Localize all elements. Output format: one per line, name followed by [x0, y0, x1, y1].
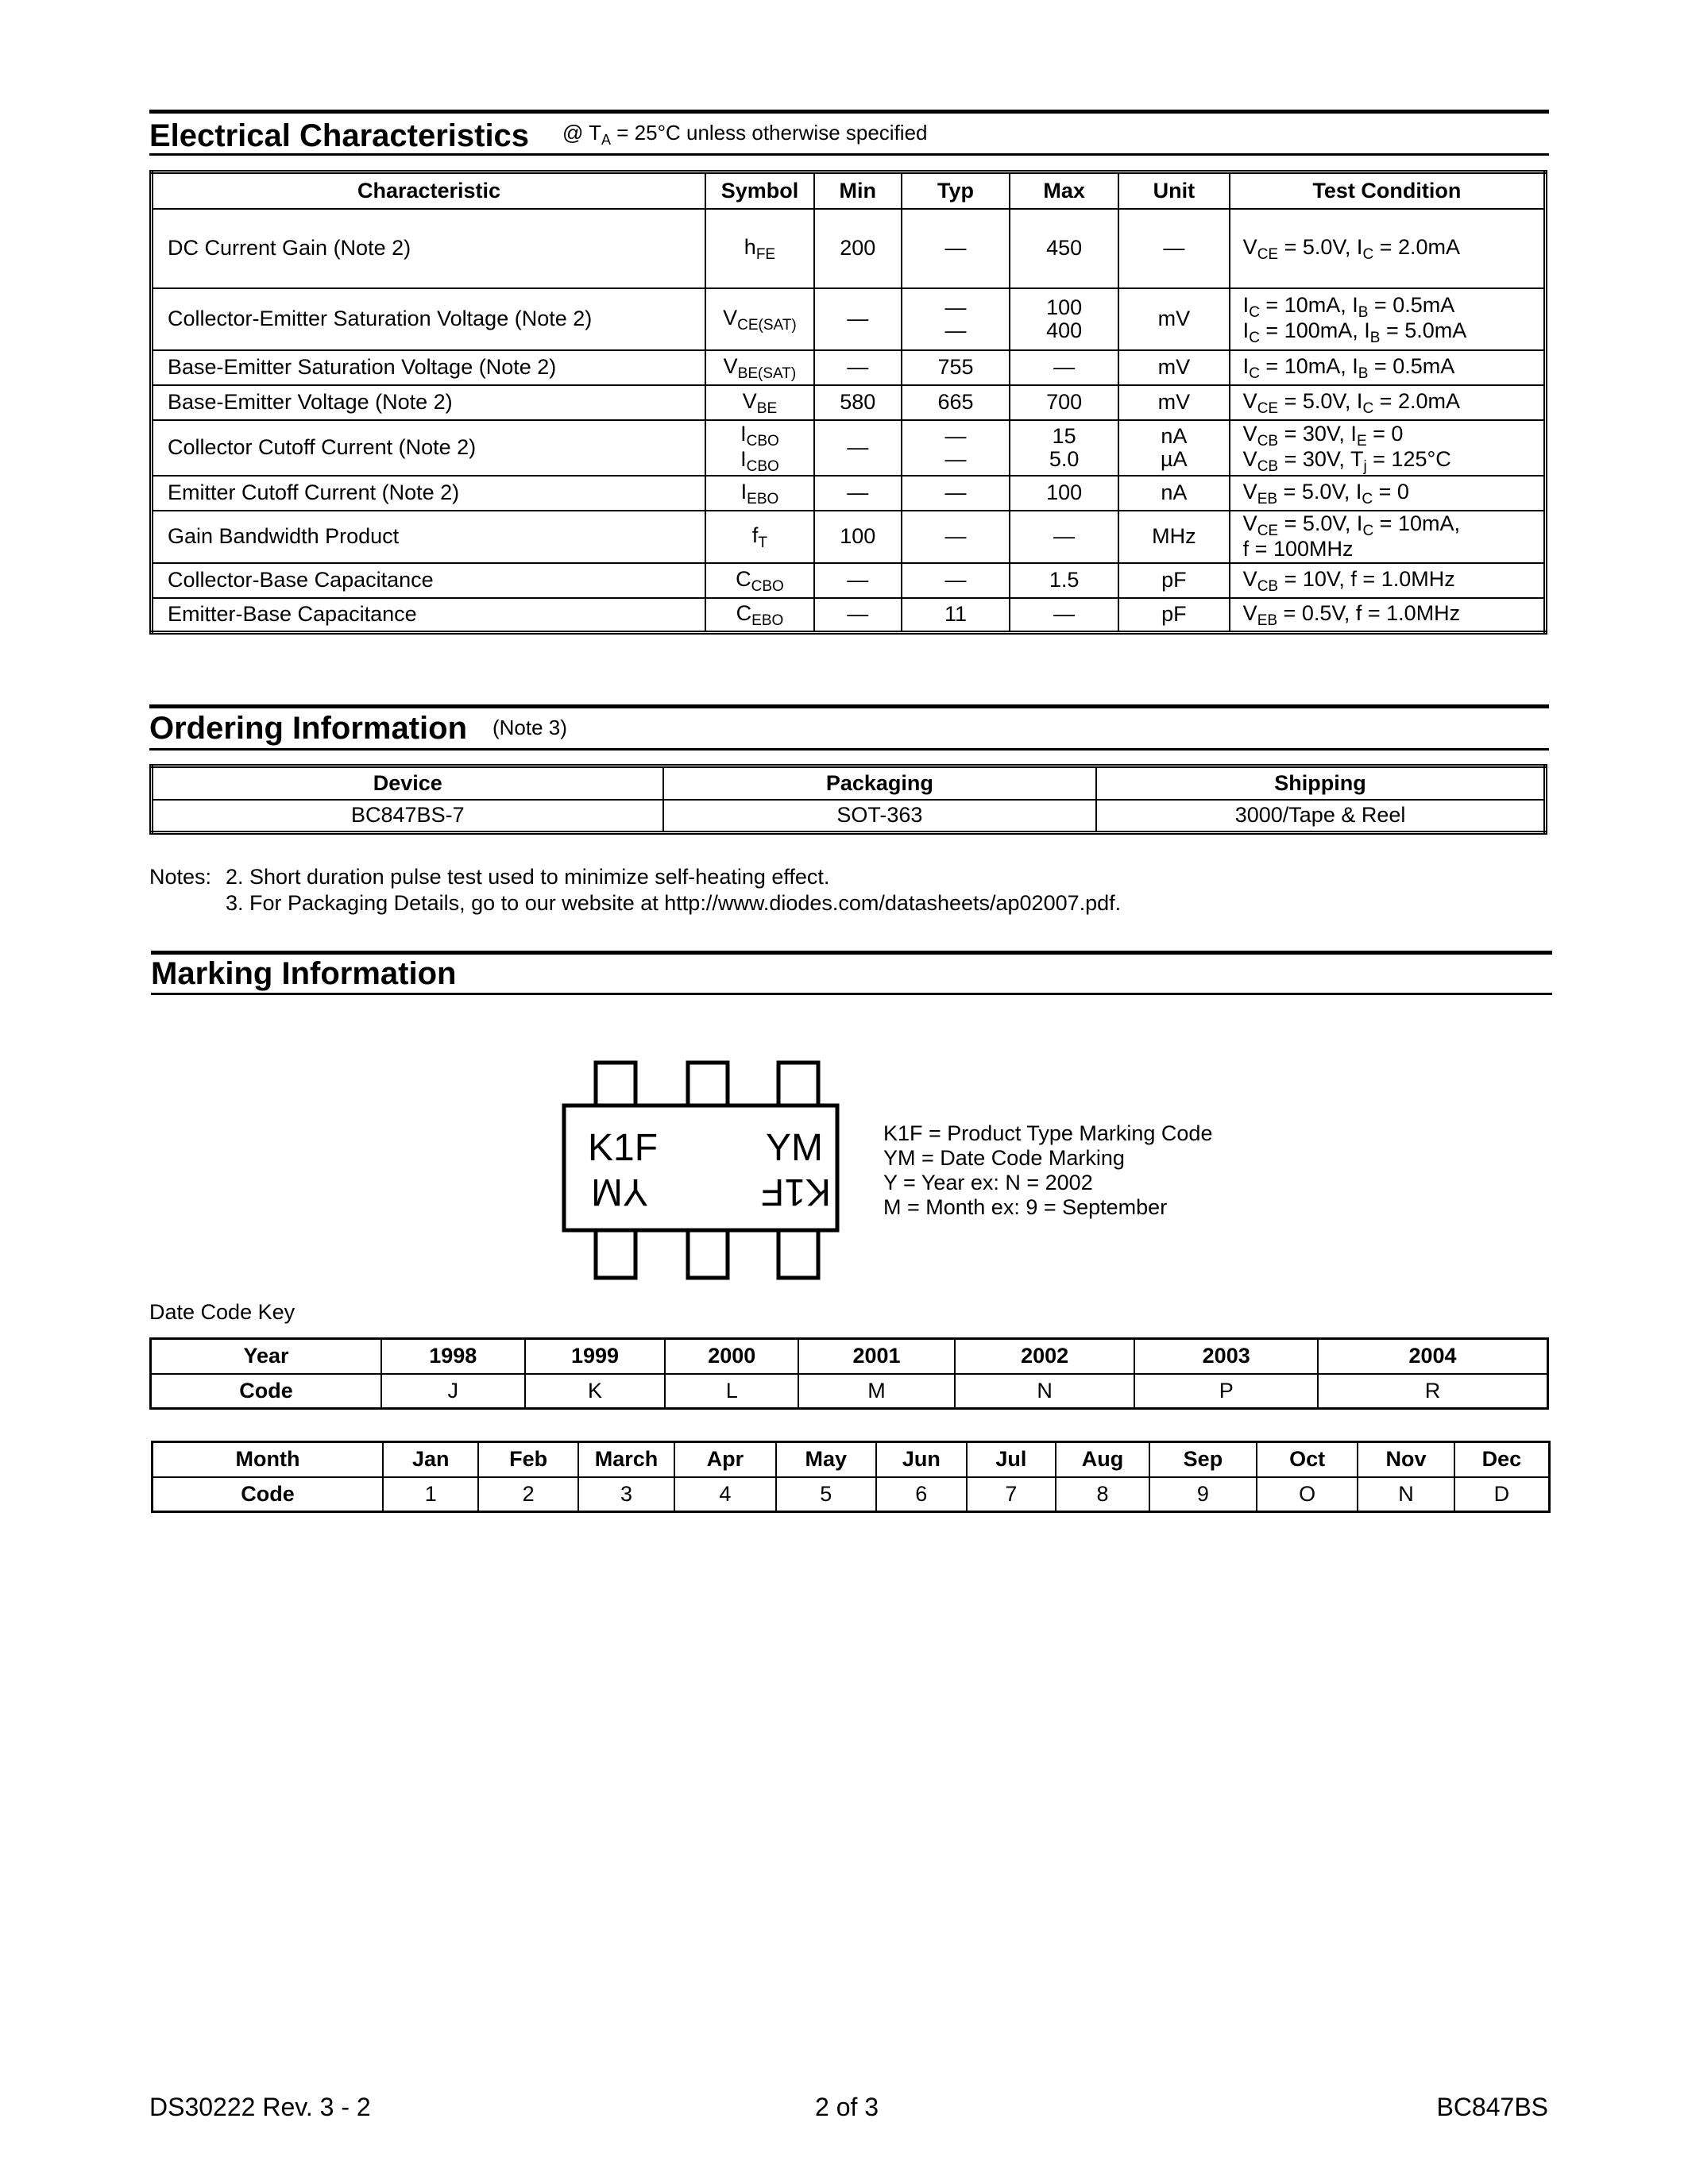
- test-condition: [1230, 511, 1546, 563]
- electrical-condition: @ $T_A = 25^\circ C$ unless otherwise specified: [562, 121, 928, 149]
- package-pin: [596, 1230, 635, 1278]
- min-value: —: [814, 598, 902, 633]
- ordering-device: BC847BS-7: [152, 800, 663, 833]
- test-condition: [1230, 385, 1546, 420]
- typ-value: —: [902, 209, 1010, 288]
- marking-bottom-left: YM: [591, 1171, 648, 1213]
- marking-section-header: [151, 951, 1552, 995]
- year-code-cell: P: [1134, 1374, 1318, 1409]
- unit: mV: [1118, 385, 1230, 420]
- test-condition-line: $I_C = 10mA$, $I_B = 0.5mA$: [1242, 292, 1455, 321]
- month-code-cell: 9: [1149, 1477, 1257, 1512]
- symbol: $I_{EBO}$: [740, 479, 779, 507]
- max-value: —: [1010, 511, 1118, 563]
- month-cell: Aug: [1056, 1442, 1149, 1477]
- test-condition-line: $V_{CB} = 10V$, f = 1.0MHz: [1242, 566, 1455, 595]
- max-value: 1.5: [1010, 563, 1118, 598]
- package-pin: [778, 1063, 818, 1106]
- symbol: $C_{EBO}$: [736, 600, 784, 629]
- year-cell: 1999: [525, 1339, 666, 1374]
- column-header: Characteristic: [152, 172, 706, 209]
- month-code-cell: 2: [478, 1477, 577, 1512]
- ordering-table: [149, 764, 1547, 835]
- table-row: [152, 476, 1546, 511]
- month-code-label: Code: [153, 1477, 384, 1512]
- characteristic: Base-Emitter Voltage (Note 2): [152, 385, 706, 420]
- min-value: —: [814, 476, 902, 511]
- ordering-note: (Note 3): [492, 716, 567, 739]
- month-cell: Jan: [383, 1442, 478, 1477]
- symbol-cell: [705, 420, 814, 476]
- min-value: 100: [814, 511, 902, 563]
- footer-part-number: BC847BS: [1436, 2093, 1548, 2121]
- min-value: 200: [814, 209, 902, 288]
- month-code-cell: D: [1454, 1477, 1550, 1512]
- month-code-cell: 8: [1056, 1477, 1149, 1512]
- characteristic: Collector Cutoff Current (Note 2): [152, 420, 706, 476]
- typ-value: —: [902, 511, 1010, 563]
- note-3: [149, 890, 1121, 916]
- ordering-title: Ordering Information: [149, 711, 467, 746]
- typ-value: —: [902, 563, 1010, 598]
- month-code-cell: 3: [578, 1477, 674, 1512]
- ordering-header-device: Device: [152, 766, 663, 800]
- footer-doc-number: DS30222 Rev. 3 - 2: [149, 2093, 371, 2121]
- month-cell: Nov: [1358, 1442, 1454, 1477]
- max-value: 15 5.0: [1010, 420, 1118, 476]
- table-row: [152, 209, 1546, 288]
- column-header: Max: [1010, 172, 1118, 209]
- test-condition: [1230, 476, 1546, 511]
- package-pin: [688, 1063, 728, 1106]
- symbol: $h_{FE}$: [744, 234, 776, 263]
- typ-value: 665: [902, 385, 1010, 420]
- year-code-label: Code: [151, 1374, 381, 1409]
- characteristic: Emitter-Base Capacitance: [152, 598, 706, 633]
- typ-value: — —: [902, 420, 1010, 476]
- month-code-cell: 1: [383, 1477, 478, 1512]
- unit: mV: [1118, 288, 1230, 350]
- date-code-key-label: Date Code Key: [149, 1300, 295, 1324]
- min-value: 580: [814, 385, 902, 420]
- unit: nA: [1118, 476, 1230, 511]
- year-cell: 2002: [955, 1339, 1135, 1374]
- year-cell: 1998: [381, 1339, 525, 1374]
- legend-line: K1F = Product Type Marking Code: [883, 1121, 1213, 1145]
- month-code-cell: 4: [674, 1477, 775, 1512]
- month-cell: Apr: [674, 1442, 775, 1477]
- month-cell: Jul: [967, 1442, 1056, 1477]
- month-cell: May: [776, 1442, 876, 1477]
- min-value: —: [814, 563, 902, 598]
- year-code-cell: K: [525, 1374, 666, 1409]
- ordering-header-shipping: Shipping: [1096, 766, 1545, 800]
- month-cell: Dec: [1454, 1442, 1550, 1477]
- month-cell: Sep: [1149, 1442, 1257, 1477]
- characteristic: Collector-Emitter Saturation Voltage (Note 2): [152, 288, 706, 350]
- symbol-cell: [705, 563, 814, 598]
- marking-title: Marking Information: [151, 956, 457, 991]
- month-code-cell: 7: [967, 1477, 1056, 1512]
- marking-top-right: YM: [766, 1127, 823, 1169]
- table-row: [152, 420, 1546, 476]
- legend-line: Y = Year ex: N = 2002: [883, 1171, 1093, 1194]
- legend-line: YM = Date Code Marking: [883, 1146, 1125, 1170]
- symbol: $V_{BE}$: [742, 388, 778, 417]
- symbol-cell: [705, 209, 814, 288]
- test-condition: [1230, 420, 1546, 476]
- column-header: Test Condition: [1230, 172, 1546, 209]
- characteristic: Base-Emitter Saturation Voltage (Note 2): [152, 350, 706, 385]
- column-header: Typ: [902, 172, 1010, 209]
- test-condition: [1230, 350, 1546, 385]
- year-code-table: [149, 1337, 1549, 1410]
- test-condition-line: $I_C = 100mA$, $I_B = 5.0mA$: [1242, 318, 1467, 346]
- symbol-cell: [705, 350, 814, 385]
- table-row: [152, 511, 1546, 563]
- note-2-text: 2. Short duration pulse test used to minimize self-heating effect.: [226, 865, 830, 889]
- month-cell: March: [578, 1442, 674, 1477]
- symbol: $V_{CE(SAT)}$: [723, 305, 797, 334]
- test-condition-line: $V_{CE} = 5.0V$, $I_C = 10mA$,: [1242, 511, 1460, 539]
- min-value: —: [814, 420, 902, 476]
- marking-legend: [883, 1121, 1212, 1220]
- electrical-characteristics-table: [149, 170, 1547, 635]
- test-condition: [1230, 209, 1546, 288]
- test-condition-line: $V_{EB} = 0.5V$, f = 1.0MHz: [1242, 600, 1461, 629]
- test-condition-line: $V_{CB} = 30V$, $T_j = 125^\circ C$: [1242, 446, 1451, 475]
- symbol: $f_T$: [751, 523, 768, 551]
- notes-label: Notes:: [149, 865, 212, 889]
- symbol-cell: [705, 385, 814, 420]
- test-condition: [1230, 288, 1546, 350]
- year-header-label: Year: [151, 1339, 381, 1374]
- month-code-cell: 6: [876, 1477, 967, 1512]
- sot363-package-drawing: [556, 1060, 842, 1295]
- table-row: [152, 598, 1546, 633]
- year-code-cell: R: [1318, 1374, 1548, 1409]
- year-cell: 2004: [1318, 1339, 1548, 1374]
- year-code-cell: L: [665, 1374, 798, 1409]
- symbol-cell: [705, 476, 814, 511]
- month-code-table: [151, 1441, 1551, 1513]
- note-2: [149, 864, 1121, 890]
- ordering-section-header: [149, 704, 1549, 751]
- year-cell: 2000: [665, 1339, 798, 1374]
- typ-value: —: [902, 476, 1010, 511]
- unit: pF: [1118, 598, 1230, 633]
- unit: pF: [1118, 563, 1230, 598]
- column-header: Symbol: [705, 172, 814, 209]
- notes: [149, 864, 1121, 916]
- test-condition-line: $V_{CB} = 30V$, $I_E = 0$: [1242, 421, 1404, 450]
- column-header: Min: [814, 172, 902, 209]
- year-code-cell: M: [798, 1374, 955, 1409]
- marking-top-left: K1F: [588, 1127, 659, 1169]
- min-value: —: [814, 288, 902, 350]
- package-pin: [596, 1063, 635, 1106]
- table-row: [152, 288, 1546, 350]
- electrical-title: Electrical Characteristics: [149, 118, 530, 153]
- table-row: [152, 350, 1546, 385]
- max-value: —: [1010, 350, 1118, 385]
- year-code-cell: J: [381, 1374, 525, 1409]
- month-cell: Jun: [876, 1442, 967, 1477]
- year-cell: 2003: [1134, 1339, 1318, 1374]
- year-code-cell: N: [955, 1374, 1135, 1409]
- month-header-label: Month: [153, 1442, 384, 1477]
- footer-page-number: 2 of 3: [815, 2093, 879, 2121]
- unit: mV: [1118, 350, 1230, 385]
- max-value: 450: [1010, 209, 1118, 288]
- ordering-header-packaging: Packaging: [663, 766, 1097, 800]
- electrical-section-header: [149, 110, 1549, 156]
- test-condition-line: $V_{CE} = 5.0V$, $I_C = 2.0mA$: [1242, 388, 1460, 417]
- max-value: 100 400: [1010, 288, 1118, 350]
- symbol-cell: [705, 598, 814, 633]
- test-condition: [1230, 598, 1546, 633]
- month-cell: Oct: [1257, 1442, 1358, 1477]
- marking-bottom-right: K1F: [760, 1171, 831, 1213]
- column-header: Unit: [1118, 172, 1230, 209]
- month-code-cell: 5: [776, 1477, 876, 1512]
- symbol: $V_{BE(SAT)}$: [723, 353, 797, 382]
- test-condition-line: $V_{EB} = 5.0V$, $I_C = 0$: [1242, 479, 1409, 507]
- characteristic: Collector-Base Capacitance: [152, 563, 706, 598]
- symbol-cell: [705, 511, 814, 563]
- package-pin: [688, 1230, 728, 1278]
- typ-value: 755: [902, 350, 1010, 385]
- symbol: $I_{CBO}$: [740, 446, 779, 475]
- package-pin: [778, 1230, 818, 1278]
- symbol: $C_{CBO}$: [736, 566, 784, 595]
- month-code-cell: N: [1358, 1477, 1454, 1512]
- ordering-packaging: SOT-363: [663, 800, 1097, 833]
- table-row: [152, 563, 1546, 598]
- characteristic: DC Current Gain (Note 2): [152, 209, 706, 288]
- legend-line: M = Month ex: 9 = September: [883, 1195, 1168, 1219]
- unit: —: [1118, 209, 1230, 288]
- symbol-cell: [705, 288, 814, 350]
- month-code-cell: O: [1257, 1477, 1358, 1512]
- table-row: [152, 385, 1546, 420]
- min-value: —: [814, 350, 902, 385]
- symbol: $I_{CBO}$: [740, 421, 779, 450]
- characteristic: Emitter Cutoff Current (Note 2): [152, 476, 706, 511]
- test-condition: [1230, 563, 1546, 598]
- test-condition-line: $V_{CE} = 5.0V$, $I_C = 2.0mA$: [1242, 234, 1460, 263]
- test-condition-line: $I_C = 10mA$, $I_B = 0.5mA$: [1242, 353, 1455, 382]
- unit: MHz: [1118, 511, 1230, 563]
- characteristic: Gain Bandwidth Product: [152, 511, 706, 563]
- note-3-text: 3. For Packaging Details, go to our website at http://www.diodes.com/datasheets/ap02007.pdf.: [226, 891, 1122, 915]
- unit: nA µA: [1118, 420, 1230, 476]
- max-value: 100: [1010, 476, 1118, 511]
- year-cell: 2001: [798, 1339, 955, 1374]
- max-value: —: [1010, 598, 1118, 633]
- month-cell: Feb: [478, 1442, 577, 1477]
- ordering-shipping: 3000/Tape & Reel: [1096, 800, 1545, 833]
- max-value: 700: [1010, 385, 1118, 420]
- typ-value: 11: [902, 598, 1010, 633]
- test-condition-line: f = 100MHz: [1242, 537, 1354, 561]
- typ-value: — —: [902, 288, 1010, 350]
